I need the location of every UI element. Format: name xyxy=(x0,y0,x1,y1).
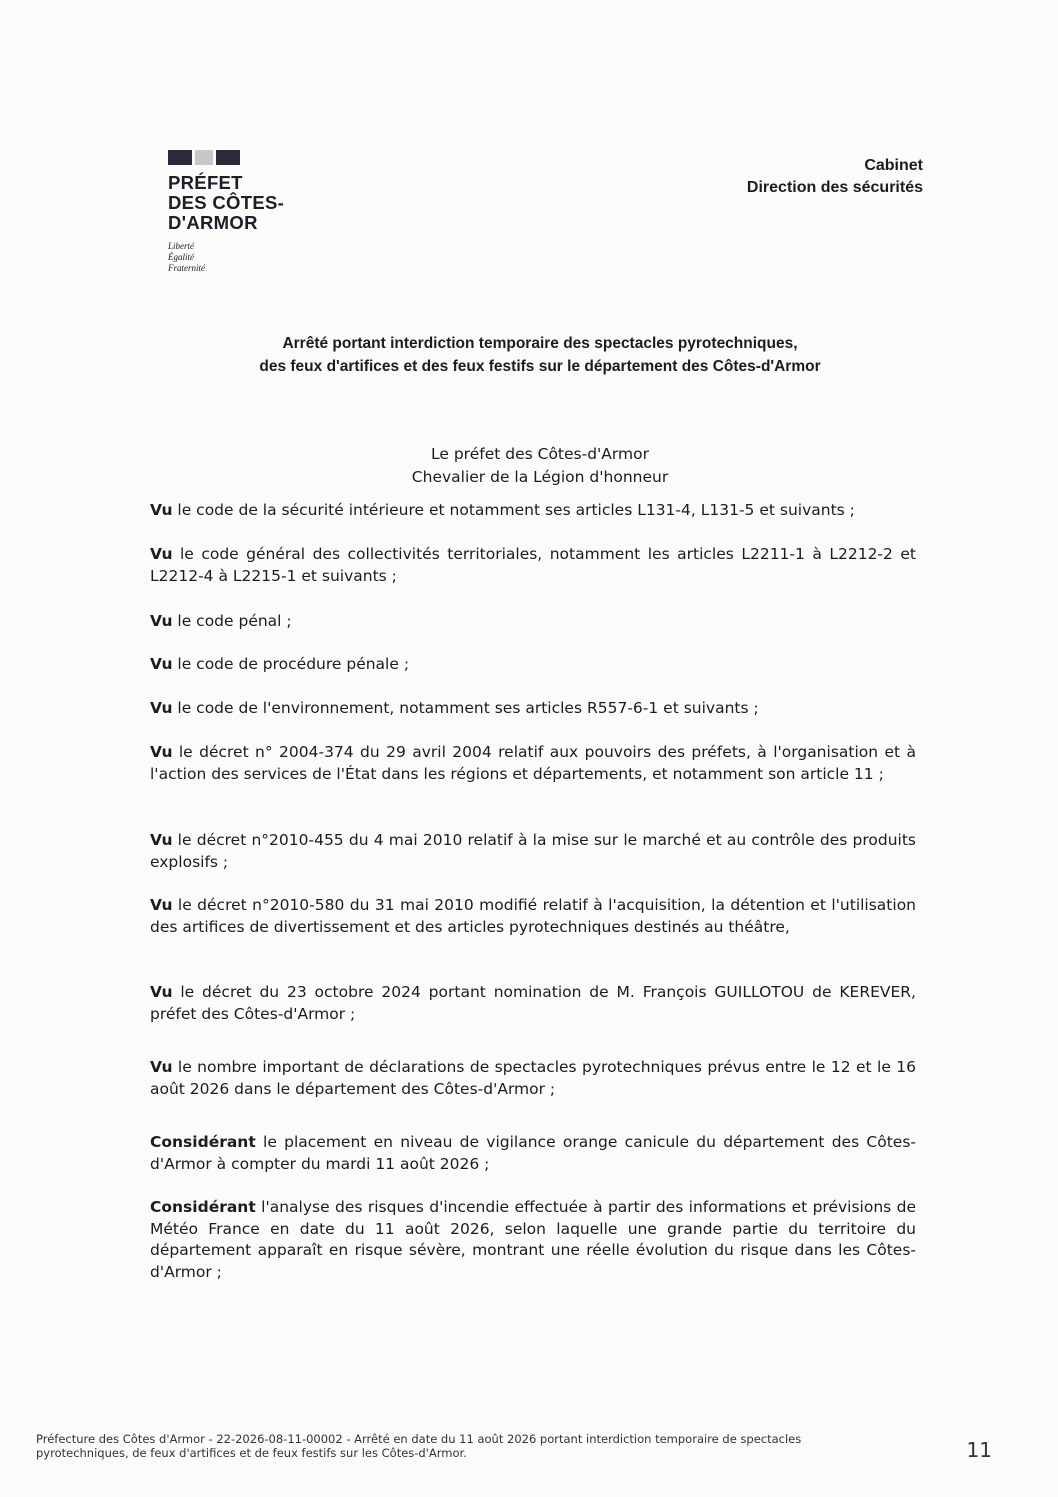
clause-8: Vu le décret n°2010-580 du 31 mai 2010 modifié relatif à l'acquisition, la détention et l'utilisation des artifices de divertissement et des articles pyrotechniques destinés au théâtre, xyxy=(150,896,916,936)
motto-liberte: Liberté xyxy=(168,241,194,251)
issuing-office xyxy=(747,155,923,199)
title-line-1: Arrêté portant interdiction temporaire des spectacles pyrotechniques, xyxy=(282,335,798,352)
office-direction: Direction des sécurités xyxy=(746,179,923,196)
title-line-2: des feux d'artifices et des feux festifs sur le département des Côtes-d'Armor xyxy=(259,358,821,375)
logo-line-1: PRÉFET xyxy=(168,172,243,193)
page-number: 11 xyxy=(966,1438,992,1462)
motto-fraternite: Fraternité xyxy=(168,263,205,273)
clause-7: Vu le décret n°2010-455 du 4 mai 2010 relatif à la mise sur le marché et au contrôle des produits explosifs ; xyxy=(150,831,916,871)
clause-4: Vu le code de procédure pénale ; xyxy=(150,655,410,673)
marianne-flag-icon xyxy=(168,150,348,165)
footer-line-1: Préfecture des Côtes d'Armor - 22-2026-08-11-00002 - Arrêté en date du 11 août 2026 portant interdiction temporaire de spectacles xyxy=(36,1432,802,1446)
clause-2: Vu le code général des collectivités territoriales, notamment les articles L2211-1 à L2212-2 et L2212-4 à L2215-1 et suivants ; xyxy=(150,545,916,585)
clause-10: Vu le nombre important de déclarations de spectacles pyrotechniques prévus entre le 12 et le 16 août 2026 dans le département des Côtes-d'Armor ; xyxy=(150,1058,916,1098)
signing-authority xyxy=(240,443,840,489)
clause-5: Vu le code de l'environnement, notamment ses articles R557-6-1 et suivants ; xyxy=(150,699,759,717)
motto-egalite: Égalité xyxy=(168,252,194,262)
document-title xyxy=(120,332,960,378)
clause-1: Vu le code de la sécurité intérieure et notamment ses articles L131-4, L131-5 et suivants ; xyxy=(150,501,855,519)
logo-line-2: DES CÔTES- xyxy=(168,192,285,213)
clause-11: Considérant le placement en niveau de vigilance orange canicule du département des Côtes-d'Armor à compter du mardi 11 août 2026 ; xyxy=(150,1133,916,1173)
clause-6: Vu le décret n° 2004-374 du 29 avril 2004 relatif aux pouvoirs des préfets, à l'organisation et à l'action des services de l'État dans les régions et départements, et notamment son article 11 ; xyxy=(150,743,916,783)
clause-3: Vu le code pénal ; xyxy=(150,612,292,630)
prefecture-logo xyxy=(168,150,348,274)
clause-9: Vu le décret du 23 octobre 2024 portant nomination de M. François GUILLOTOU de KEREVER, préfet des Côtes-d'Armor ; xyxy=(150,983,916,1023)
logo-line-3: D'ARMOR xyxy=(168,212,258,233)
republic-motto xyxy=(168,241,348,274)
authority-line-1: Le préfet des Côtes-d'Armor xyxy=(431,445,649,463)
clause-12: Considérant l'analyse des risques d'incendie effectuée à partir des informations et prévisions de Météo France en date du 11 août 2026, selon laquelle une grande partie du territoire du département apparaît en risque sévère, montrant une réelle évolution du risque dans les Côtes-d'Armor ; xyxy=(150,1198,916,1281)
office-cabinet: Cabinet xyxy=(864,157,923,174)
authority-line-2: Chevalier de la Légion d'honneur xyxy=(411,468,669,486)
page-footer xyxy=(36,1432,916,1460)
footer-line-2: pyrotechniques, de feux d'artifices et de feux festifs sur les Côtes-d'Armor. xyxy=(36,1446,467,1460)
